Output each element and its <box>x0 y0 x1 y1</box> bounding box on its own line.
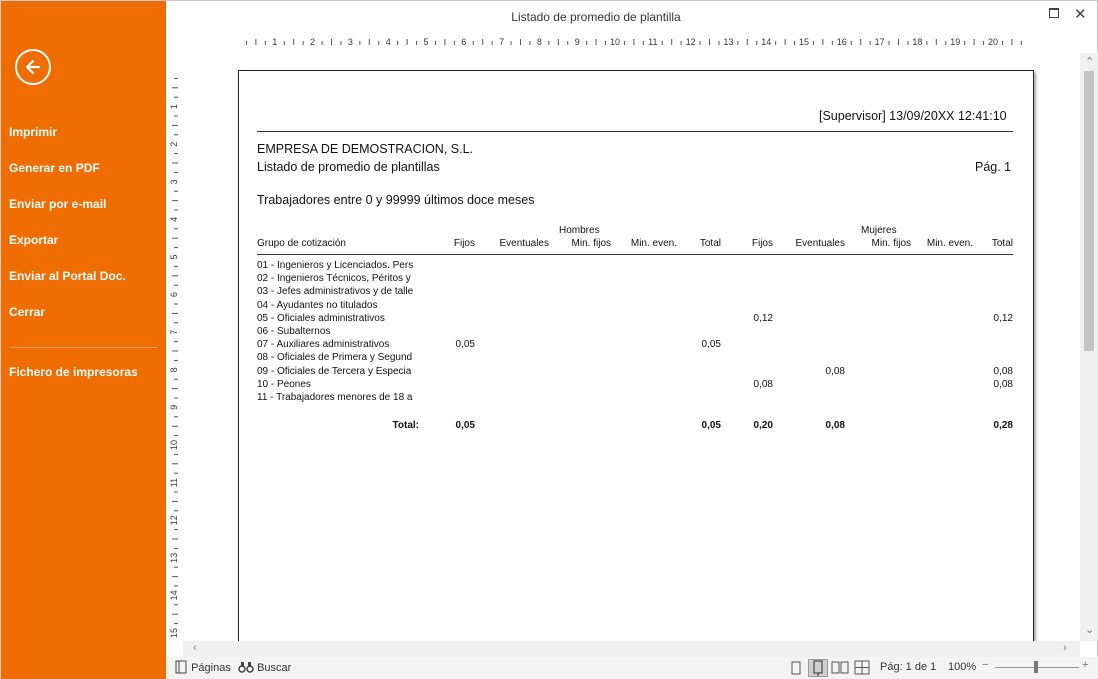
sidebar-item-enviar-email[interactable]: Enviar por e-mail <box>9 197 107 211</box>
col-h-min-fijos: Min. fijos <box>571 238 611 249</box>
sidebar-item-imprimir[interactable]: Imprimir <box>9 125 58 139</box>
table-cell-m-eventuales: 0,08 <box>825 365 845 377</box>
ruler-number: 13 <box>723 37 734 47</box>
ruler-number: 1 <box>272 37 278 47</box>
col-m-fijos: Fijos <box>751 238 773 249</box>
pages-icon <box>174 660 188 674</box>
ruler-number: 3 <box>169 179 179 185</box>
total-m-total: 0,28 <box>993 420 1013 431</box>
ruler-number: 12 <box>169 515 179 526</box>
view-multiple-pages-button[interactable] <box>852 659 872 677</box>
total-label: Total: <box>392 420 419 431</box>
ruler-number: 10 <box>169 439 179 451</box>
table-cell-m-total: 0,08 <box>993 378 1013 390</box>
vertical-ruler <box>167 69 183 641</box>
pages-label: Páginas <box>191 662 231 674</box>
two-pages-icon <box>830 659 850 677</box>
scroll-right-icon[interactable]: › <box>1063 642 1067 654</box>
table-cell-m-fijos: 0,12 <box>753 312 773 324</box>
page-info: Pág: 1 de 1 <box>880 661 937 673</box>
back-button[interactable] <box>15 49 51 85</box>
ruler-number: 1 <box>169 104 179 110</box>
sidebar-item-enviar-portal[interactable]: Enviar al Portal Doc. <box>9 269 126 283</box>
pages-button[interactable] <box>174 660 231 674</box>
ruler-number: 8 <box>169 367 179 373</box>
company-name: EMPRESA DE DEMOSTRACION, S.L. <box>257 142 474 156</box>
table-cell-m-total: 0,12 <box>993 312 1013 324</box>
table-cell-m-fijos: 0,08 <box>753 378 773 390</box>
vertical-scrollbar[interactable] <box>1080 53 1098 641</box>
search-label: Buscar <box>257 662 292 674</box>
ruler-number: 11 <box>648 37 658 47</box>
table-row-grupo: 07 - Auxiliares administrativos <box>257 339 390 351</box>
report-page <box>238 70 1034 641</box>
scroll-down-icon[interactable]: ⌄ <box>1085 624 1095 636</box>
page-width-icon <box>809 660 827 676</box>
scroll-up-icon[interactable]: ⌃ <box>1085 56 1095 68</box>
vertical-scroll-thumb[interactable] <box>1084 71 1094 351</box>
col-grupo: Grupo de cotización <box>257 238 346 249</box>
table-row-grupo: 02 - Ingenieros Técnicos, Péritos y <box>257 273 411 285</box>
ruler-number: 20 <box>987 37 999 47</box>
table-cell-m-total: 0,08 <box>993 365 1013 377</box>
table-cell-h-fijos: 0,05 <box>455 339 475 351</box>
table-row-grupo: 06 - Subalternos <box>257 326 331 337</box>
ruler-number: 4 <box>385 37 391 47</box>
user-timestamp: [Supervisor] 13/09/20XX 12:41:10 <box>819 109 1007 123</box>
col-h-min-even: Min. even. <box>630 238 677 249</box>
ruler-number: 14 <box>761 37 772 47</box>
sidebar-item-generar-pdf[interactable]: Generar en PDF <box>9 161 100 175</box>
single-page-icon <box>786 659 806 677</box>
col-m-min-fijos: Min. fijos <box>871 238 911 249</box>
table-row-grupo: 04 - Ayudantes no titulados <box>257 299 378 311</box>
col-m-min-even: Min. even. <box>926 238 973 249</box>
header-divider <box>257 131 1013 132</box>
binoculars-icon <box>238 660 254 674</box>
view-page-width-button[interactable] <box>808 659 828 677</box>
zoom-level[interactable]: 100% <box>948 661 977 673</box>
ruler-number: 15 <box>169 627 179 639</box>
table-row-grupo: 11 - Trabajadores menores de 18 a <box>257 392 413 403</box>
status-bar <box>166 657 1098 679</box>
group-hombres: Hombres <box>559 225 600 236</box>
table-row-grupo: 01 - Ingenieros y Licenciados. Pers <box>257 260 414 271</box>
col-m-eventuales: Eventuales <box>795 238 845 249</box>
page-number: Pág. 1 <box>975 160 1012 174</box>
table-row-grupo: 08 - Oficiales de Primera y Segund <box>257 352 413 364</box>
col-m-total: Total <box>991 238 1013 249</box>
maximize-button[interactable] <box>1049 8 1059 18</box>
zoom-out-button[interactable]: − <box>982 659 989 671</box>
search-button[interactable] <box>238 660 291 674</box>
view-two-pages-button[interactable] <box>830 659 850 677</box>
horizontal-ruler <box>237 34 1037 50</box>
horizontal-scrollbar[interactable] <box>183 641 1080 657</box>
arrow-left-icon <box>24 58 42 76</box>
ruler-number: 7 <box>169 329 179 335</box>
ruler-number: 9 <box>574 37 580 47</box>
report-subtitle: Trabajadores entre 0 y 99999 últimos doce meses <box>257 193 535 207</box>
sidebar-item-exportar[interactable]: Exportar <box>9 233 59 247</box>
title-bar <box>166 1 1098 31</box>
sidebar-item-cerrar[interactable]: Cerrar <box>9 305 46 319</box>
sidebar-divider <box>9 347 157 348</box>
ruler-number: 19 <box>950 37 961 47</box>
ruler-number: 18 <box>912 37 923 47</box>
ruler-number: 3 <box>347 37 353 47</box>
ruler-number: 14 <box>169 590 179 601</box>
total-m-eventuales: 0,08 <box>825 420 845 431</box>
ruler-number: 8 <box>536 37 542 47</box>
zoom-slider-thumb[interactable] <box>1034 661 1038 673</box>
ruler-number: 11 <box>169 477 179 488</box>
scroll-left-icon[interactable]: ‹ <box>193 642 197 654</box>
close-button[interactable]: ✕ <box>1074 6 1087 23</box>
total-h-total: 0,05 <box>701 420 721 431</box>
ruler-number: 7 <box>499 37 505 47</box>
col-h-fijos: Fijos <box>453 238 475 249</box>
ruler-number: 9 <box>169 404 179 410</box>
ruler-number: 6 <box>461 37 467 47</box>
ruler-number: 17 <box>874 37 885 47</box>
ruler-number: 13 <box>169 552 179 563</box>
ruler-number: 15 <box>798 37 810 47</box>
ruler-number: 6 <box>169 292 179 298</box>
print-preview-area <box>183 53 1080 641</box>
table-row-grupo: 05 - Oficiales administrativos <box>257 312 385 324</box>
total-m-fijos: 0,20 <box>753 420 773 431</box>
sidebar <box>1 1 166 679</box>
table-row-grupo: 10 - Peones <box>257 378 311 390</box>
ruler-number: 5 <box>169 254 179 260</box>
group-mujeres: Mujeres <box>861 225 897 236</box>
col-h-eventuales: Eventuales <box>499 238 549 249</box>
view-single-page-button[interactable] <box>786 659 806 677</box>
zoom-in-button[interactable]: + <box>1082 659 1089 671</box>
table-row-grupo: 09 - Oficiales de Tercera y Especia <box>257 365 412 377</box>
ruler-number: 16 <box>836 37 847 47</box>
ruler-number: 5 <box>423 37 429 47</box>
table-row-grupo: 03 - Jefes administrativos y de talle <box>257 286 414 298</box>
table-header-divider <box>257 254 1013 255</box>
ruler-number: 4 <box>169 216 179 222</box>
ruler-number: 2 <box>310 37 316 47</box>
window-title: Listado de promedio de plantilla <box>511 10 681 24</box>
ruler-number: 2 <box>169 141 179 147</box>
multiple-pages-icon <box>852 659 872 677</box>
col-h-total: Total <box>699 238 721 249</box>
ruler-number: 12 <box>685 37 696 47</box>
ruler-number: 10 <box>609 37 621 47</box>
table-cell-h-total: 0,05 <box>701 339 721 351</box>
sidebar-item-fichero-impresoras[interactable]: Fichero de impresoras <box>9 365 138 379</box>
report-title: Listado de promedio de plantillas <box>257 160 440 174</box>
total-h-fijos: 0,05 <box>455 420 475 431</box>
